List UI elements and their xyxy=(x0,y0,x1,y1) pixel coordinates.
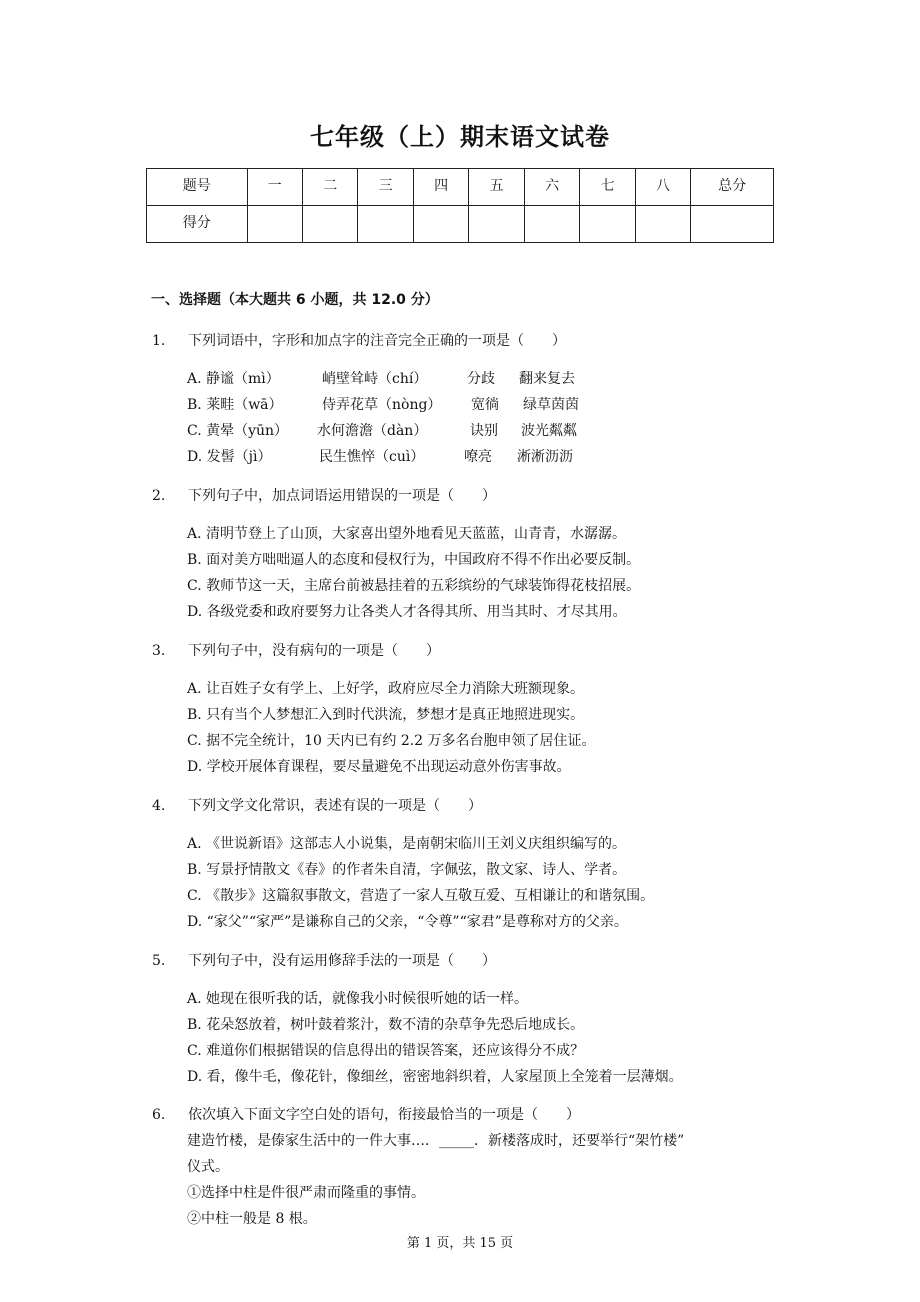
option-segment: 民生憔悴（cuì） xyxy=(319,449,425,465)
option-segment: 峭壁耸峙（chí） xyxy=(322,371,428,387)
option-c xyxy=(187,420,577,440)
question-text: 依次填入下面文字空白处的语句，衔接最恰当的一项是（ ） xyxy=(188,1107,580,1123)
score-cell: 六 xyxy=(524,169,579,206)
option-segment: D. 发髻（jì） xyxy=(187,449,272,465)
question-stem xyxy=(152,1104,580,1124)
score-blank-cell xyxy=(247,206,302,243)
page-footer: 第 1 页，共 15 页 xyxy=(406,1236,514,1251)
option-b: B. 花朵怒放着，树叶鼓着浆汁，数不清的杂草争先恐后地成长。 xyxy=(187,1017,585,1033)
score-cell: 三 xyxy=(358,169,413,206)
score-table xyxy=(146,168,774,243)
option-c: C. 据不完全统计，10 天内已有约 2.2 万多名台胞申领了居住证。 xyxy=(187,733,596,749)
score-cell: 总分 xyxy=(691,169,774,206)
option-a: A. 《世说新语》这部志人小说集，是南朝宋临川王刘义庆组织编写的。 xyxy=(187,836,627,852)
option-d: D. 学校开展体育课程，要尽量避免不出现运动意外伤害事故。 xyxy=(187,759,571,775)
option-a: A. 清明节登上了山顶，大家喜出望外地看见天蓝蓝，山青青，水潺潺。 xyxy=(187,526,627,542)
option-d: D. “家父”“家严”是谦称自己的父亲，“令尊”“家君”是尊称对方的父亲。 xyxy=(187,914,628,930)
question-stem xyxy=(152,330,566,350)
option-segment: 诀别 xyxy=(470,423,498,439)
question-text: 下列句子中，没有病句的一项是（ ） xyxy=(188,643,440,659)
question-number: 2. xyxy=(152,488,166,504)
question-text: 下列文学文化常识，表述有误的一项是（ ） xyxy=(188,798,482,814)
option-segment: 淅淅沥沥 xyxy=(517,449,573,465)
option-segment: 宽徜 xyxy=(471,397,499,413)
score-cell: 五 xyxy=(469,169,524,206)
option-d xyxy=(187,446,573,466)
question-number: 1. xyxy=(152,333,166,349)
option-c: C. 难道你们根据错误的信息得出的错误答案，还应该得分不成？ xyxy=(187,1043,585,1059)
option-d: D. 各级党委和政府要努力让各类人才各得其所、用当其时、才尽其用。 xyxy=(187,604,627,620)
question-text: 下列句子中，没有运用修辞手法的一项是（ ） xyxy=(188,953,496,969)
question-number: 4. xyxy=(152,798,166,814)
score-cell: 二 xyxy=(303,169,358,206)
score-blank-cell xyxy=(303,206,358,243)
option-segment: 分歧 xyxy=(467,371,495,387)
passage-line: ②中柱一般是 8 根。 xyxy=(187,1211,317,1227)
option-b: B. 只有当个人梦想汇入到时代洪流，梦想才是真正地照进现实。 xyxy=(187,707,585,723)
score-cell: 题号 xyxy=(147,169,248,206)
score-blank-cell xyxy=(358,206,413,243)
exam-title: 七年级（上）期末语文试卷 xyxy=(310,123,610,151)
passage-line: ①选择中柱是件很严肃而隆重的事情。 xyxy=(187,1185,425,1201)
score-cell: 四 xyxy=(413,169,468,206)
option-b xyxy=(187,394,579,414)
question-text: 下列词语中，字形和加点字的注音完全正确的一项是（ ） xyxy=(188,333,566,349)
score-cell: 一 xyxy=(247,169,302,206)
option-b: B. 写景抒情散文《春》的作者朱自清，字佩弦，散文家、诗人、学者。 xyxy=(187,862,627,878)
question-text: 下列句子中，加点词语运用错误的一项是（ ） xyxy=(188,488,496,504)
score-blank-cell xyxy=(469,206,524,243)
option-segment: 波光粼粼 xyxy=(521,423,577,439)
passage-line: 建造竹楼，是傣家生活中的一件大事…．_____．新楼落成时，还要举行“架竹楼” xyxy=(187,1133,685,1149)
option-b: B. 面对美方咄咄逼人的态度和侵权行为，中国政府不得不作出必要反制。 xyxy=(187,552,641,568)
option-segment: 绿草茵茵 xyxy=(523,397,579,413)
option-segment: 侍弄花草（nòng） xyxy=(322,397,442,413)
option-segment: 水何澹澹（dàn） xyxy=(317,423,428,439)
option-c: C. 《散步》这篇叙事散文，营造了一家人互敬互爱、互相谦让的和谐氛围。 xyxy=(187,888,655,904)
option-segment: C. 黄晕（yūn） xyxy=(187,423,289,439)
score-blank-cell xyxy=(524,206,579,243)
score-cell: 七 xyxy=(580,169,635,206)
question-stem xyxy=(152,640,440,660)
option-segment: B. 莱畦（wā） xyxy=(187,397,283,413)
question-number: 5. xyxy=(152,953,166,969)
score-blank-cell xyxy=(635,206,690,243)
question-stem xyxy=(152,795,482,815)
passage-line: 仪式。 xyxy=(187,1159,229,1175)
score-blank-cell xyxy=(413,206,468,243)
question-stem xyxy=(152,485,496,505)
option-a xyxy=(187,368,575,388)
question-number: 3. xyxy=(152,643,166,659)
score-blank-cell xyxy=(691,206,774,243)
score-blank-cell xyxy=(580,206,635,243)
score-table-score-row xyxy=(147,206,774,243)
option-c: C. 教师节这一天，主席台前被悬挂着的五彩缤纷的气球装饰得花枝招展。 xyxy=(187,578,641,594)
section-heading: 一、选择题（本大题共 6 小题，共 12.0 分） xyxy=(151,292,439,308)
question-stem xyxy=(152,950,496,970)
option-segment: 翻来复去 xyxy=(519,371,575,387)
option-segment: 嘹亮 xyxy=(464,449,492,465)
option-segment: A. 静谧（mì） xyxy=(187,371,280,387)
score-cell: 得分 xyxy=(147,206,248,243)
score-cell: 八 xyxy=(635,169,690,206)
option-d: D. 看，像牛毛，像花针，像细丝，密密地斜织着，人家屋顶上全笼着一层薄烟。 xyxy=(187,1069,683,1085)
option-a: A. 她现在很听我的话，就像我小时候很听她的话一样。 xyxy=(187,991,529,1007)
score-table-header-row xyxy=(147,169,774,206)
option-a: A. 让百姓子女有学上、上好学，政府应尽全力消除大班额现象。 xyxy=(187,681,585,697)
question-number: 6. xyxy=(152,1107,166,1123)
